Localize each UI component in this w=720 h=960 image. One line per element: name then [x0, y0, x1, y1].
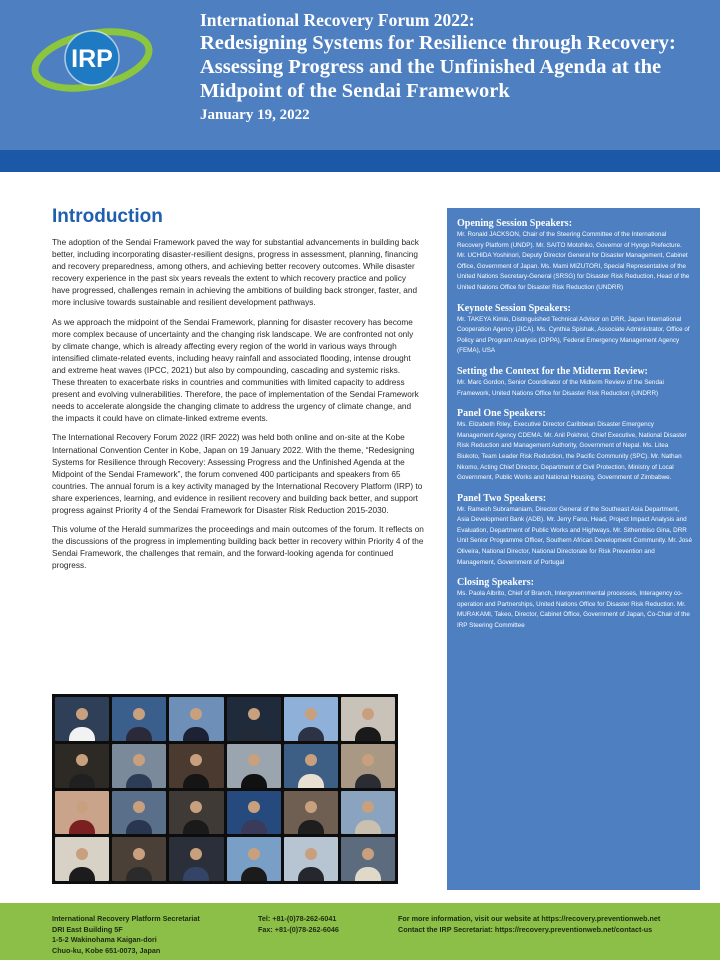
participant-tile: [284, 791, 338, 835]
participant-head: [133, 848, 145, 860]
participant-head: [76, 801, 88, 813]
phone-number: Tel: +81-(0)78-262-6041: [258, 914, 337, 923]
intro-paragraph: The International Recovery Forum 2022 (IRF 2022) was held both online and on-site at the Kobe International Convention Center in Kobe, Japan on 19 January 2022. With the theme, “Redesigning Systems for Resilience through Recovery: Assessing Progress and the Unfinished Agenda at the Midpoint of the Sendai Framework”, the forum convened 400 participants and speakers from 65 countries. The annual forum is a key activity managed by the International Recovery Platform (IRP) to share experiences, learning, and evidence in resilient recovery and building back better, and support progress against Priority 4 of the Sendai Framework for Disaster Risk Reduction 2015-2030.: [52, 433, 423, 515]
participant-head: [305, 708, 317, 720]
participant-figure: [183, 820, 209, 834]
participant-tile: [112, 744, 166, 788]
participant-tile: [169, 744, 223, 788]
participant-head: [133, 754, 145, 766]
speaker-section-list: Mr. Marc Gordon, Senior Coordinator of the Midterm Review of the Sendai Framework, United Nations Office for Disaster Risk Reduction (UNDRR): [457, 378, 664, 397]
participant-figure: [241, 867, 267, 881]
event-name: International Recovery Forum 2022:: [200, 10, 475, 30]
participant-head: [305, 801, 317, 813]
speaker-section-heading: Panel One Speakers:: [457, 408, 546, 420]
participant-head: [76, 848, 88, 860]
participant-head: [248, 848, 260, 860]
participant-head: [76, 754, 88, 766]
speaker-section: [457, 408, 692, 484]
participant-tile: [55, 791, 109, 835]
speaker-section: [457, 366, 692, 399]
participant-tile: [341, 744, 395, 788]
participant-figure: [298, 774, 324, 788]
intro-paragraph: This volume of the Herald summarizes the proceedings and main outcomes of the forum. It reflects on the discussions of the progress in implementing building back better in recovery within Priority 4 of the Sendai Framework, the challenges that remain, and the forward-looking agenda for continued progress.: [52, 525, 424, 571]
speaker-section-list: Mr. TAKEYA Kimio, Distinguished Technical Advisor on DRR, Japan International Cooperation Agency (JICA). Ms. Cynthia Spishak, Associate Administrator, Office of Policy and Program Analysis (OPPA), Federal Emergency Management Agency (FEMA), USA: [457, 315, 690, 355]
main-content: [52, 206, 424, 579]
participant-head: [76, 708, 88, 720]
participant-tile: [169, 791, 223, 835]
contact-link[interactable]: Contact the IRP Secretariat: https://recovery.preventionweb.net/contact-us: [398, 924, 653, 934]
participant-tile: [112, 697, 166, 741]
participant-figure: [298, 867, 324, 881]
participant-tile: [227, 697, 281, 741]
participant-head: [190, 708, 202, 720]
participant-figure: [355, 867, 381, 881]
document-title: Redesigning Systems for Resilience through Recovery: Assessing Progress and the Unfinished Agenda at the Midpoint of the Sendai Framework: [200, 32, 676, 102]
participant-head: [305, 754, 317, 766]
participant-figure: [69, 820, 95, 834]
participant-head: [362, 708, 374, 720]
participant-head: [362, 848, 374, 860]
secretariat-address: [52, 914, 252, 956]
event-date: January 19, 2022: [200, 107, 310, 123]
participant-figure: [183, 774, 209, 788]
participant-tile: [169, 697, 223, 741]
participant-head: [362, 754, 374, 766]
participant-figure: [298, 820, 324, 834]
speaker-section: [457, 577, 692, 631]
contact-numbers: [258, 914, 388, 935]
participant-tile: [284, 744, 338, 788]
participant-figure: [183, 867, 209, 881]
participant-tile: [284, 697, 338, 741]
speaker-section-heading: Setting the Context for the Midterm Review:: [457, 365, 648, 377]
participant-figure: [126, 774, 152, 788]
speaker-section-heading: Keynote Session Speakers:: [457, 302, 571, 314]
participant-head: [248, 801, 260, 813]
participant-figure: [69, 774, 95, 788]
intro-paragraph: As we approach the midpoint of the Sendai Framework, planning for disaster recovery has become more complex because of uncertainty and the changing risk landscape. We are confronted not only by climate change, which is already affecting every region of the world in various ways through intensified climate-related events, including heavy rainfall and associated flooding, intense drought and extreme heat waves (IPCC, 2021) but also by compounding, cascading and systemic risks. These threaten to exacerbate risks in countries and communities with limited capacity to address present and evolving vulnerabilities. Therefore, the pace of implementation of the Sendai Framework needs to accelerate alongside the changing climate to address the urgency of climate change, and the impacts it could have on climate-linked extreme events.: [52, 317, 419, 424]
participant-tile: [341, 791, 395, 835]
participant-head: [362, 801, 374, 813]
speaker-section-heading: Panel Two Speakers:: [457, 492, 547, 504]
header-band: [0, 150, 720, 172]
speaker-section: [457, 493, 692, 569]
fax-number: Fax: +81-(0)78-262-6046: [258, 924, 339, 934]
participant-figure: [241, 774, 267, 788]
speaker-section: [457, 303, 692, 357]
participant-figure: [298, 727, 324, 741]
participant-figure: [69, 727, 95, 741]
participant-tile: [55, 744, 109, 788]
participant-tile: [112, 837, 166, 881]
participant-tile: [227, 837, 281, 881]
participant-figure: [126, 820, 152, 834]
participant-figure: [126, 727, 152, 741]
participant-head: [248, 708, 260, 720]
participant-head: [133, 801, 145, 813]
participant-head: [248, 754, 260, 766]
participant-tile: [341, 837, 395, 881]
address-line: Chuo-ku, Kobe 651-0073, Japan: [52, 945, 161, 955]
logo-text: IRP: [71, 45, 113, 73]
participant-tile: [227, 744, 281, 788]
address-line: 1-5-2 Wakinohama Kaigan-dori: [52, 935, 157, 944]
participant-figure: [355, 774, 381, 788]
web-info: [398, 914, 713, 935]
participant-head: [133, 708, 145, 720]
address-line: International Recovery Platform Secretariat: [52, 914, 200, 923]
speaker-section-list: Mr. Ramesh Subramaniam, Director General of the Southeast Asia Department, Asia Development Bank (ADB). Mr. Jerry Fano, Head, Project Impact Analysis and Evaluation, Department of Public Works and Highways. Mr. Sithembiso Gina, DRR Unit Senior Programme Officer, Southern African Development Community. Mr. José Oliveira, National Director, National Directorate for Risk Prevention and Management, Government of Portugal: [457, 505, 692, 566]
participant-head: [190, 848, 202, 860]
address-line: DRI East Building 5F: [52, 924, 123, 934]
speaker-section-heading: Opening Session Speakers:: [457, 218, 573, 229]
intro-paragraph: The adoption of the Sendai Framework paved the way for substantial advancements in building back better, including incorporating disaster-resilient designs, progress in assessment, planning, financing and recovery preparedness, among others, and achieving better recovery outcomes. While disaster recovery experience in the past six years reveals the extent to which recovery practice and policy have progressed, challenges remain in achieving the ambitions of building back stronger, faster, and more inclusive towards sustainable and resilient development pathways.: [52, 238, 419, 308]
participant-figure: [241, 727, 267, 741]
participant-figure: [355, 820, 381, 834]
participant-tile: [341, 697, 395, 741]
participant-head: [305, 848, 317, 860]
participant-tile: [284, 837, 338, 881]
participant-tile: [169, 837, 223, 881]
participant-tile: [55, 697, 109, 741]
participant-tile: [112, 791, 166, 835]
speaker-section-heading: Closing Speakers:: [457, 577, 534, 589]
irp-logo: [30, 22, 160, 94]
section-heading-introduction: Introduction: [52, 206, 163, 227]
participant-tile: [55, 837, 109, 881]
speaker-section: [457, 218, 692, 294]
speakers-sidebar: [447, 208, 700, 890]
participant-head: [190, 801, 202, 813]
participant-figure: [241, 820, 267, 834]
participant-head: [190, 754, 202, 766]
website-link[interactable]: For more information, visit our website at https://recovery.preventionweb.net: [398, 914, 661, 923]
participant-figure: [355, 727, 381, 741]
footer: [0, 903, 720, 960]
speaker-section-list: Mr. Ronald JACKSON, Chair of the Steering Committee of the International Recovery Platform (UNDP). Mr. SAITO Motohiko, Governor of Hyogo Prefecture. Mr. UCHIDA Yoshinori, Deputy Director General for Disaster Management, Cabinet Office, Government of Japan. Ms. Mami MIZUTORI, Special Representative of the United Nations Secretary-General (SRSG) for Disaster Risk Reduction, Head of the United Nations Office for Disaster Risk Reduction (UNDRR): [457, 231, 690, 291]
participant-figure: [183, 727, 209, 741]
participants-photo: [52, 694, 398, 884]
participant-figure: [126, 867, 152, 881]
speaker-section-list: Ms. Paola Albrito, Chief of Branch, Intergovernmental processes, Interagency co-operation and Partnerships, United Nations Office for Disaster Risk Reduction. Mr. MURAKAMI, Takeo, Director, Cabinet Office, Government of Japan, Co-Chair of the IRP Steering Committee: [457, 590, 690, 630]
participant-tile: [227, 791, 281, 835]
participant-figure: [69, 867, 95, 881]
header-banner: [0, 0, 720, 150]
speaker-section-list: Ms. Elizabeth Riley, Executive Director Caribbean Disaster Emergency Management Agency CDEMA. Mr. Anil Pokhrel, Chief Executive, National Disaster Risk Reduction and Management Authority, Government of Nepal. Ms. Litea Biukoto, Team Leader Risk Reduction, the Pacific Community (SPC). Mr. Nathan Nkomo, Acting Chief Director, Department of Civil Protection, Ministry of Local Government, Public Works and National Housing, Government of Zimbabwe.: [457, 421, 687, 482]
